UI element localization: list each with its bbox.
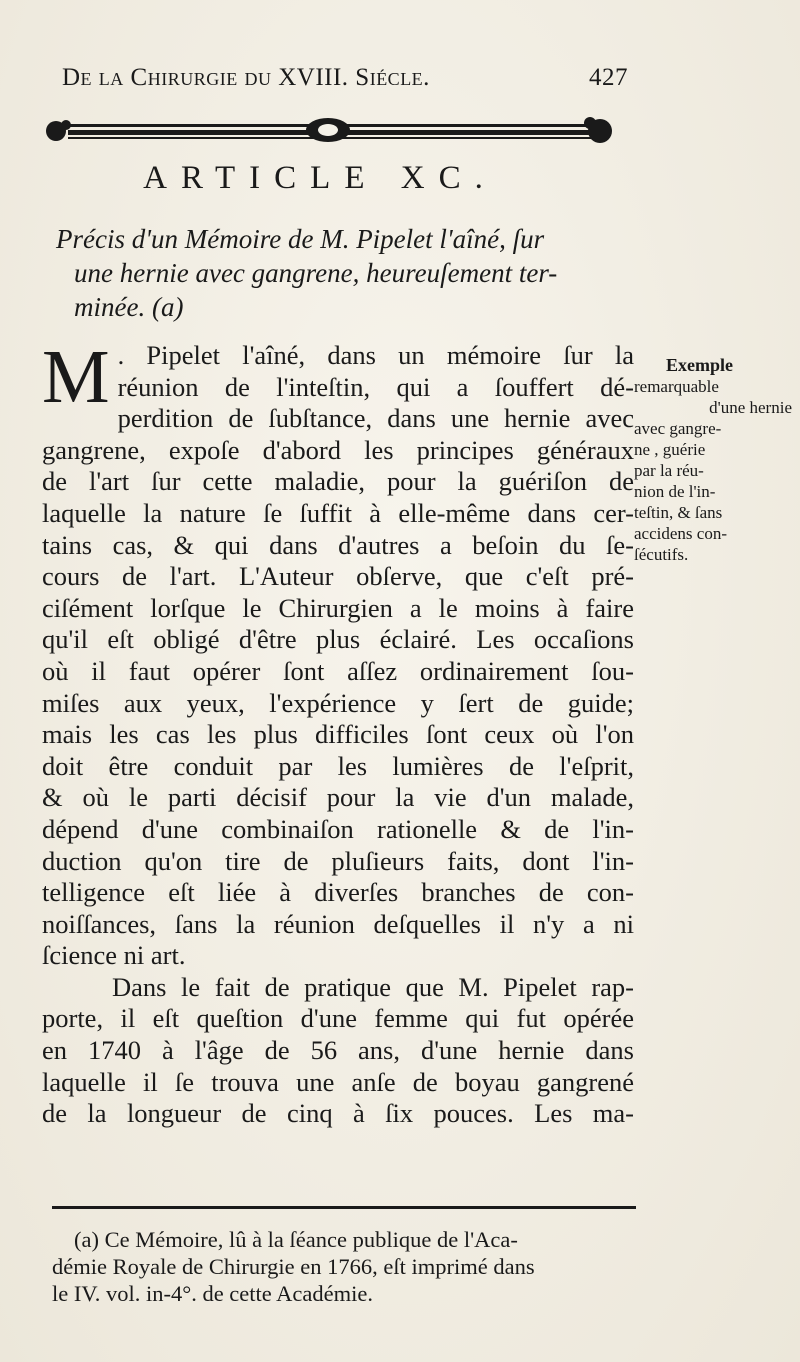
margin-note-line: nion de l'in- [634, 482, 716, 501]
text-line: réunion de l'inteſtin, qui a ſouffert dé- [117, 371, 634, 402]
running-title: De la Chirurgie du XVIII. Siécle. [62, 64, 430, 91]
margin-note-line: avec gangre- [634, 419, 722, 438]
ornamental-rule-icon [38, 112, 618, 148]
text-line: noiſſances, ſans la réunion deſquelles il n'y a ni [42, 908, 634, 939]
text-line: ciſément lorſque le Chirurgien a le moins à faire [42, 592, 634, 623]
text-line: laquelle il ſe trouva une anſe de boyau gangrené [42, 1066, 634, 1097]
footnote-line: (a) Ce Mémoire, lû à la ſéance publique de l'Aca- [74, 1227, 518, 1252]
text-line: doit être conduit par les lumières de l'eſprit, [42, 750, 634, 781]
text-line: mais les cas les plus difficiles ſont ceux où l'on [42, 719, 634, 750]
margin-note-line: ſécutifs. [634, 545, 689, 564]
footnote-divider [52, 1206, 636, 1209]
article-title: ARTICLE XC. [143, 160, 497, 196]
precis-line: une hernie avec gangrene, heureuſement ter- [74, 258, 558, 288]
text-line: où il faut opérer ſont aſſez ordinairement ſou- [42, 655, 634, 686]
text-line: cours de l'art. L'Auteur obſerve, que c'eſt pré- [42, 561, 634, 592]
running-head [62, 64, 628, 92]
margin-note-line: Exemple [666, 355, 733, 375]
main-text [42, 335, 634, 1130]
text-line: laquelle la nature ſe ſuffit à elle-même dans cer- [42, 497, 634, 528]
margin-note-line: par la réu- [634, 461, 704, 480]
text-line: porte, il eſt queſtion d'une femme qui fut opérée [42, 1003, 634, 1034]
precis-line: minée. (a) [74, 292, 184, 322]
margin-note-line: accidens con- [634, 524, 727, 543]
page-number: 427 [589, 64, 628, 91]
precis-heading [56, 222, 628, 324]
footnote-line: le IV. vol. in-4°. de cette Académie. [52, 1281, 373, 1306]
text-line: ſcience ni art. [42, 940, 186, 971]
text-line: Dans le fait de pratique que M. Pipelet rap- [112, 971, 634, 1002]
text-line: de la longueur de cinq à ſix pouces. Les ma- [42, 1098, 634, 1129]
text-line: tains cas, & qui dans d'autres a beſoin du ſe- [42, 529, 634, 560]
text-line: & où le parti décisif pour la vie d'un malade, [42, 782, 634, 813]
margin-note-line: teſtin, & ſans [634, 503, 723, 522]
text-line: en 1740 à l'âge de 56 ans, d'une hernie dans [42, 1035, 634, 1066]
text-line: . Pipelet l'aîné, dans un mémoire ſur la [117, 340, 634, 370]
margin-note [634, 355, 792, 565]
text-line: duction qu'on tire de pluſieurs faits, dont l'in- [42, 845, 634, 876]
margin-note-line: remarquable [634, 377, 719, 396]
text-line: de l'art ſur cette maladie, pour la guériſon de [42, 466, 634, 497]
text-line: qu'il eſt obligé d'être plus éclairé. Les occaſions [42, 624, 634, 655]
text-line: telligence eſt liée à diverſes branches de con- [42, 877, 634, 908]
text-line: miſes aux yeux, l'expérience y ſert de guide; [42, 687, 634, 718]
drop-capital: M [42, 335, 110, 419]
footnote-line: démie Royale de Chirurgie en 1766, eſt imprimé dans [52, 1254, 535, 1279]
footnote [52, 1226, 640, 1307]
text-line: dépend d'une combinaiſon rationelle & de l'in- [42, 813, 634, 844]
precis-line: Précis d'un Mémoire de M. Pipelet l'aîné, ſur [56, 224, 545, 254]
margin-note-line: d'une hernie [709, 398, 792, 417]
text-line: gangrene, expoſe d'abord les principes généraux [42, 434, 634, 465]
text-line: perdition de ſubſtance, dans une hernie avec [117, 403, 634, 434]
margin-note-line: ne , guérie [634, 440, 706, 459]
